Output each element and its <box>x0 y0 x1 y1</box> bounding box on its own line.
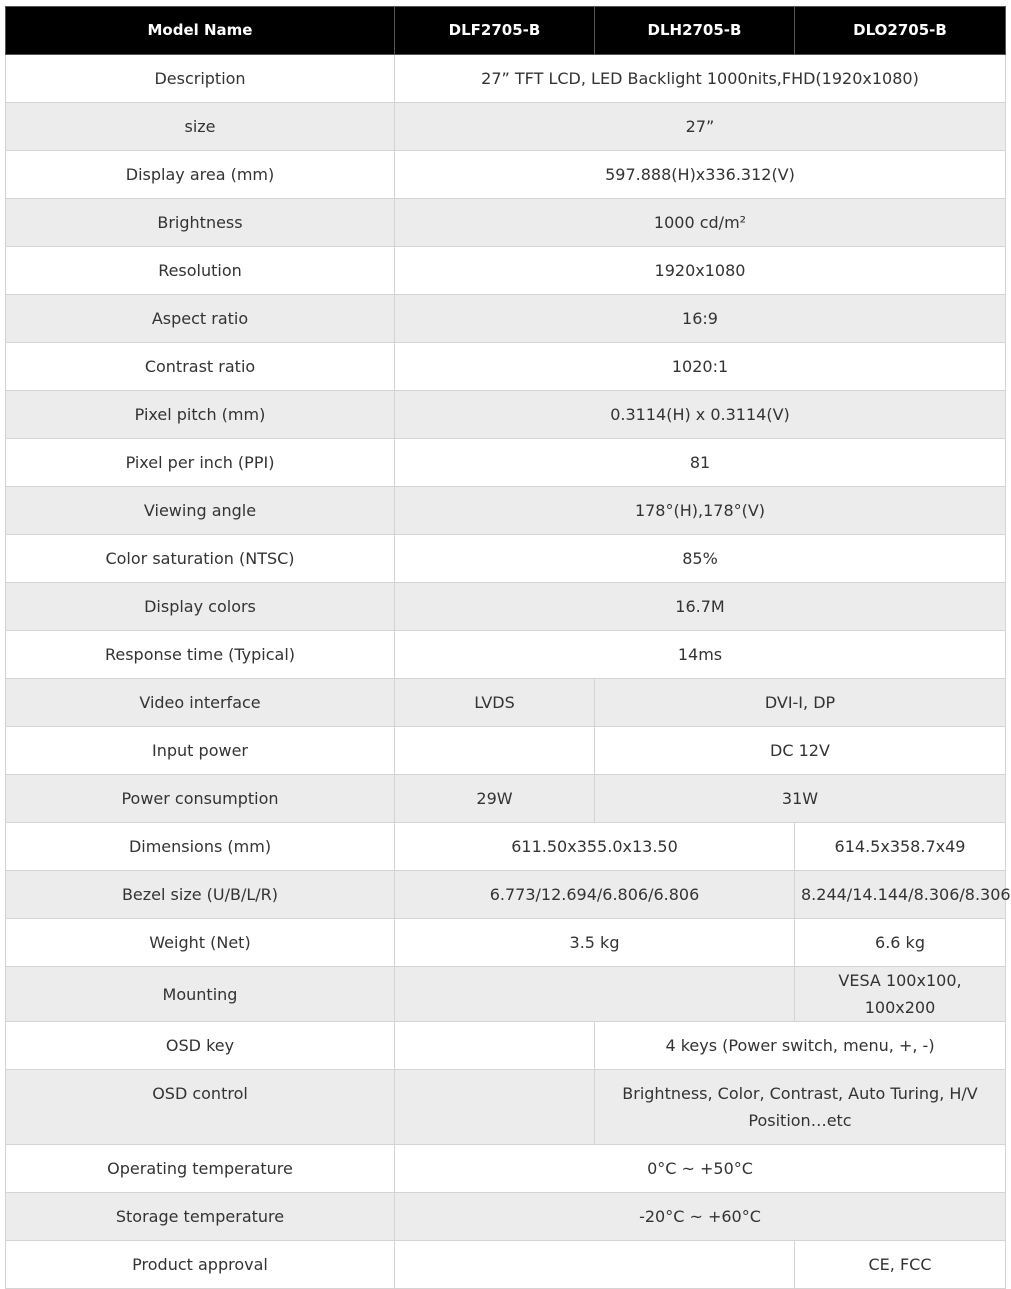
table-row <box>6 487 1006 535</box>
row-label: Bezel size (U/B/L/R) <box>6 871 395 919</box>
row-value: 0.3114(H) x 0.3114(V) <box>395 391 1006 439</box>
row-value-dlh-dlo: 4 keys (Power switch, menu, +, -) <box>595 1022 1006 1070</box>
row-value-dlo: 614.5x358.7x49 <box>795 823 1006 871</box>
row-value-dlf: 29W <box>395 775 595 823</box>
header-row <box>6 7 1006 55</box>
row-value: 178°(H),178°(V) <box>395 487 1006 535</box>
header-model-name: Model Name <box>6 7 395 55</box>
row-value-dlf <box>395 1070 595 1145</box>
row-value-dlf-dlh: 3.5 kg <box>395 919 795 967</box>
row-label: Operating temperature <box>6 1145 395 1193</box>
row-label: Power consumption <box>6 775 395 823</box>
row-label: Mounting <box>6 967 395 1022</box>
row-label: Pixel pitch (mm) <box>6 391 395 439</box>
row-value-dlh-dlo: DC 12V <box>595 727 1006 775</box>
row-value: 16.7M <box>395 583 1006 631</box>
row-label: OSD control <box>6 1070 395 1145</box>
row-value: -20°C ~ +60°C <box>395 1193 1006 1241</box>
table-row <box>6 679 1006 727</box>
row-label: Aspect ratio <box>6 295 395 343</box>
table-row <box>6 439 1006 487</box>
table-row <box>6 727 1006 775</box>
row-label: Description <box>6 55 395 103</box>
header-model-dlf: DLF2705-B <box>395 7 595 55</box>
row-value-dlf: LVDS <box>395 679 595 727</box>
row-value-dlh-dlo: Brightness, Color, Contrast, Auto Turing, H/V Position…etc <box>595 1070 1006 1145</box>
row-value-dlf-dlh <box>395 1241 795 1289</box>
row-label: OSD key <box>6 1022 395 1070</box>
row-value: 1920x1080 <box>395 247 1006 295</box>
row-value-dlf-dlh: 6.773/12.694/6.806/6.806 <box>395 871 795 919</box>
table-row <box>6 823 1006 871</box>
row-value-dlf <box>395 1022 595 1070</box>
row-value-dlo: 8.244/14.144/8.306/8.306 <box>795 871 1006 919</box>
table-row <box>6 247 1006 295</box>
spec-table-container <box>5 6 1011 1289</box>
header-model-dlh: DLH2705-B <box>595 7 795 55</box>
row-label: Display area (mm) <box>6 151 395 199</box>
row-value: 0°C ~ +50°C <box>395 1145 1006 1193</box>
row-label: Contrast ratio <box>6 343 395 391</box>
row-value: 16:9 <box>395 295 1006 343</box>
table-row <box>6 535 1006 583</box>
table-row <box>6 103 1006 151</box>
table-row <box>6 151 1006 199</box>
table-row <box>6 391 1006 439</box>
row-label: Dimensions (mm) <box>6 823 395 871</box>
row-label: Input power <box>6 727 395 775</box>
table-row <box>6 919 1006 967</box>
row-value-dlf-dlh <box>395 967 795 1022</box>
row-label: Response time (Typical) <box>6 631 395 679</box>
row-label: Weight (Net) <box>6 919 395 967</box>
row-label: size <box>6 103 395 151</box>
row-label: Resolution <box>6 247 395 295</box>
row-label: Video interface <box>6 679 395 727</box>
row-value: 85% <box>395 535 1006 583</box>
table-row <box>6 1145 1006 1193</box>
row-value: 597.888(H)x336.312(V) <box>395 151 1006 199</box>
row-value-dlh-dlo: DVI-I, DP <box>595 679 1006 727</box>
row-value-dlf-dlh: 611.50x355.0x13.50 <box>395 823 795 871</box>
row-value-dlf <box>395 727 595 775</box>
row-value: 1020:1 <box>395 343 1006 391</box>
table-row <box>6 1193 1006 1241</box>
row-value: 27” TFT LCD, LED Backlight 1000nits,FHD(1920x1080) <box>395 55 1006 103</box>
table-row <box>6 775 1006 823</box>
table-row <box>6 871 1006 919</box>
table-row <box>6 295 1006 343</box>
spec-table <box>5 6 1011 1289</box>
row-value: 14ms <box>395 631 1006 679</box>
table-row <box>6 1070 1006 1145</box>
row-label: Viewing angle <box>6 487 395 535</box>
table-row <box>6 55 1006 103</box>
row-label: Storage temperature <box>6 1193 395 1241</box>
row-value-dlo: CE, FCC <box>795 1241 1006 1289</box>
row-label: Color saturation (NTSC) <box>6 535 395 583</box>
table-row <box>6 631 1006 679</box>
row-value-dlh-dlo: 31W <box>595 775 1006 823</box>
table-row <box>6 1241 1006 1289</box>
row-value: 1000 cd/m² <box>395 199 1006 247</box>
table-row <box>6 967 1006 1022</box>
table-row <box>6 583 1006 631</box>
row-label: Product approval <box>6 1241 395 1289</box>
row-value-dlo: VESA 100x100, 100x200 <box>795 967 1006 1022</box>
table-row <box>6 199 1006 247</box>
table-row <box>6 343 1006 391</box>
header-model-dlo: DLO2705-B <box>795 7 1006 55</box>
row-label: Display colors <box>6 583 395 631</box>
row-label: Brightness <box>6 199 395 247</box>
row-label: Pixel per inch (PPI) <box>6 439 395 487</box>
row-value: 81 <box>395 439 1006 487</box>
row-value: 27” <box>395 103 1006 151</box>
table-row <box>6 1022 1006 1070</box>
row-value-dlo: 6.6 kg <box>795 919 1006 967</box>
